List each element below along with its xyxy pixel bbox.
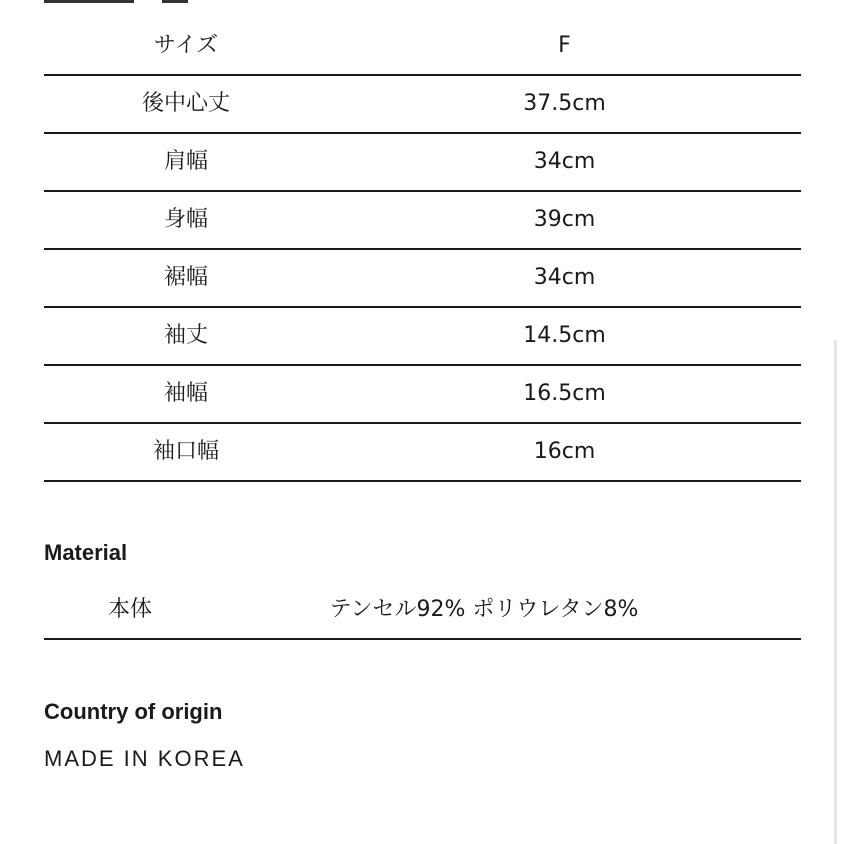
size-table <box>44 17 801 482</box>
size-row-label: 身幅 <box>163 207 208 232</box>
size-row-label: 肩幅 <box>163 149 208 174</box>
size-row-value: 34cm <box>533 265 596 290</box>
size-row-label: 袖口幅 <box>152 439 219 464</box>
size-row-cuff-width <box>44 423 801 481</box>
material-label: 本体 <box>107 597 152 622</box>
size-row-back-length <box>44 75 801 133</box>
size-row-value: 37.5cm <box>523 91 606 116</box>
size-row-value: 16.5cm <box>523 381 606 406</box>
scrollbar-track[interactable] <box>834 340 837 844</box>
size-row-sleeve-width <box>44 365 801 423</box>
material-row <box>44 581 801 640</box>
size-header-value: F <box>558 32 571 58</box>
size-row-label: 裾幅 <box>163 265 208 290</box>
size-row-sleeve-length <box>44 307 801 365</box>
size-row-label: 後中心丈 <box>141 91 230 116</box>
size-header-row <box>44 17 801 75</box>
origin-heading: Country of origin <box>44 699 223 724</box>
size-row-value: 16cm <box>533 439 596 464</box>
size-row-hem-width <box>44 249 801 307</box>
size-row-body-width <box>44 191 801 249</box>
size-row-value: 39cm <box>533 207 596 232</box>
size-header-label: サイズ <box>153 32 219 58</box>
material-value: テンセル92% ポリウレタン8% <box>329 597 639 622</box>
size-row-shoulder-width <box>44 133 801 191</box>
size-row-value: 34cm <box>533 149 596 174</box>
origin-value: MADE IN KOREA <box>44 746 245 771</box>
size-row-label: 袖幅 <box>163 381 208 406</box>
size-row-value: 14.5cm <box>523 323 606 348</box>
cropped-text-fragment <box>44 0 194 3</box>
size-row-label: 袖丈 <box>163 323 208 348</box>
material-heading: Material <box>44 540 128 565</box>
